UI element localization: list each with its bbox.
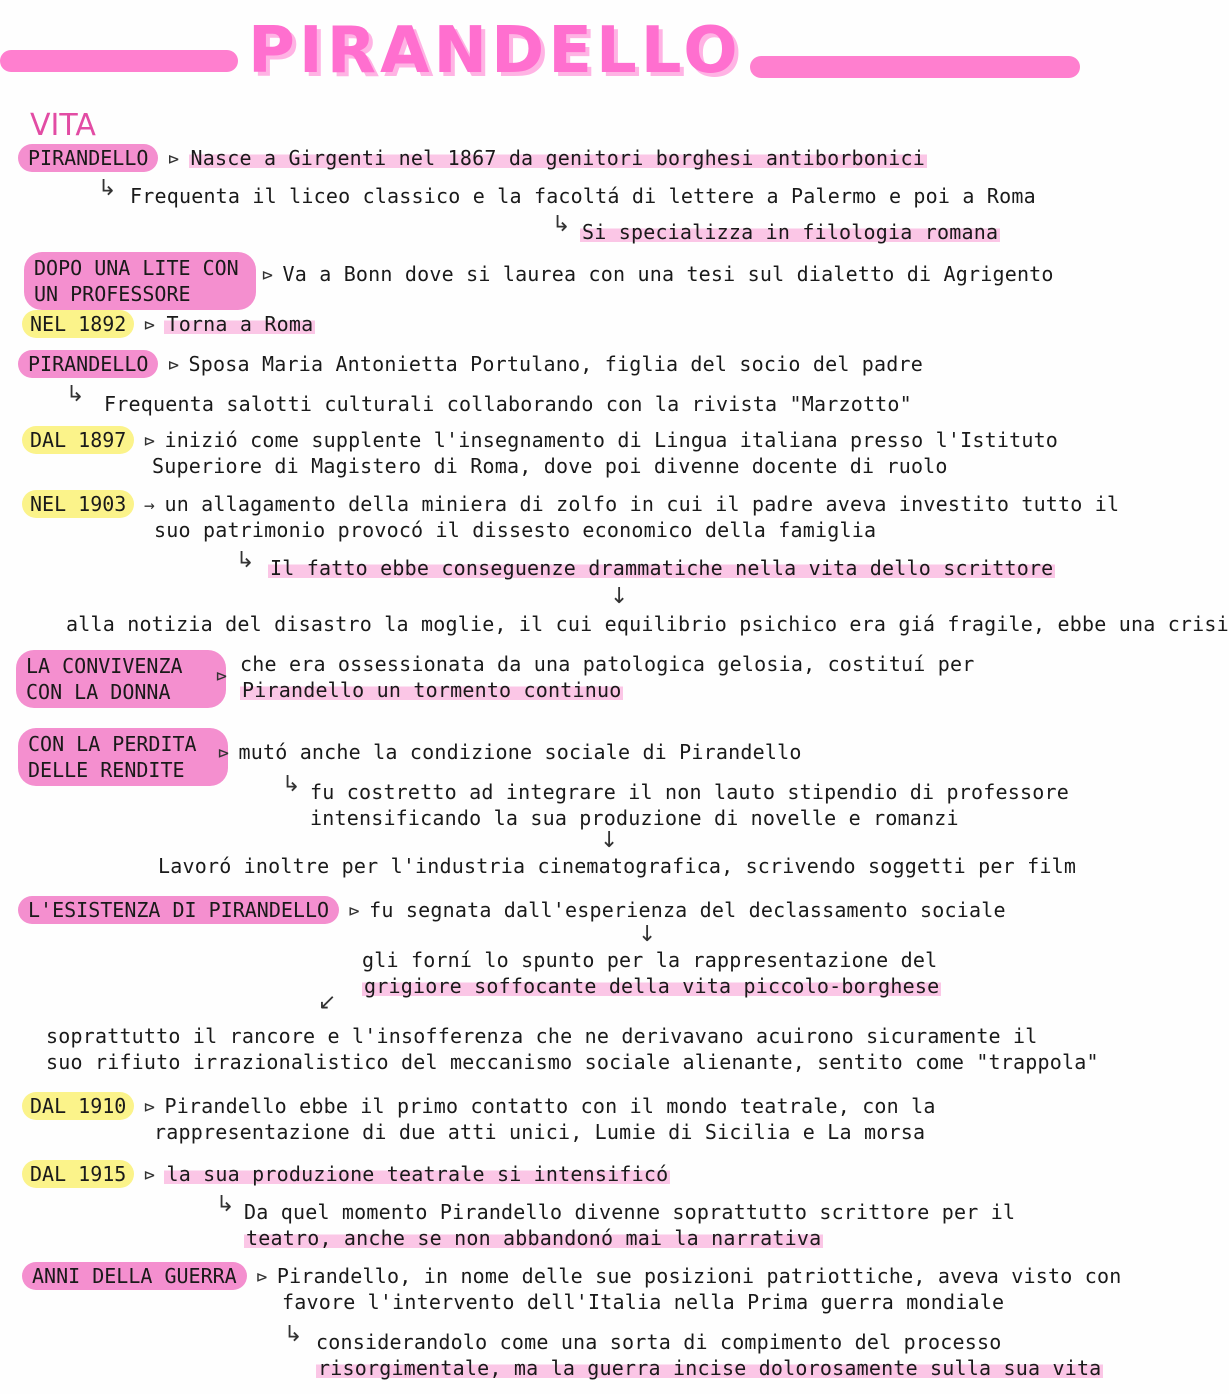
entry-text: un allagamento della miniera di zolfo in cui il padre aveva investito tutto il [164,492,1120,516]
entry-text: mutó anche la condizione sociale di Pirandello [238,740,802,764]
date-tag: DAL 1915 [22,1160,134,1188]
entry-1897 [22,428,1058,452]
entry-text: Torna a Roma [166,312,314,336]
date-tag: NEL 1892 [22,310,134,338]
entry-rendite [218,740,802,764]
entry-text: alla notizia del disastro la moglie, il cui equilibrio psichico era giá fragile, ebbe una crisi [66,612,1229,636]
down-arrow-icon: ↓ [638,922,657,947]
entry-text: Pirandello, in nome delle sue posizioni patriottiche, aveva visto con [276,1264,1122,1288]
entry-text: fu segnata dall'esperienza del declassamento sociale [369,898,1006,922]
arrow-icon: ⊳ [143,1165,155,1186]
entry-text: gli forní lo spunto per la rappresentazione del [362,948,938,972]
entry-text: rappresentazione di due atti unici, Lumie di Sicilia e La morsa [154,1120,926,1144]
entry-text: Frequenta il liceo classico e la facoltá di lettere a Palermo e poi a Roma [130,184,1036,208]
entry-text: risorgimentale, ma la guerra incise dolorosamente sulla sua vita [318,1356,1102,1380]
entry-text: Da quel momento Pirandello divenne soprattutto scrittore per il [244,1200,1016,1224]
hook-arrow-icon: ↳ [282,772,301,797]
down-arrow-icon: ↓ [610,584,629,609]
entry-text: suo patrimonio provocó il dissesto economico della famiglia [154,518,877,542]
topic-tag: PIRANDELLO [18,350,158,378]
entry-text: Pirandello un tormento continuo [242,678,622,702]
entry-text: fu costretto ad integrare il non lauto stipendio di professore [310,780,1069,804]
entry-text: Lavoró inoltre per l'industria cinematografica, scrivendo soggetti per film [158,854,1077,878]
date-tag: DAL 1910 [22,1092,134,1120]
entry-guerra [22,1264,1121,1288]
arrow-icon: ⊳ [143,431,155,452]
arrow-icon: ⊳ [262,265,273,286]
arrow-icon: → [143,495,155,516]
entry-text: che era ossessionata da una patologica gelosia, costituí per [240,652,975,676]
arrow-icon: ⊳ [143,1097,155,1118]
entry-text: suo rifiuto irrazionalistico del meccanismo sociale alienante, sentito come "trappola" [46,1050,1099,1074]
entry-text: Superiore di Magistero di Roma, dove poi divenne docente di ruolo [152,454,948,478]
hook-arrow-icon: ↳ [236,548,255,573]
topic-tag: CON LA PERDITA DELLE RENDITE [18,728,228,786]
entry-text: intensificando la sua produzione di novelle e romanzi [310,806,959,830]
topic-tag: LA CONVIVENZA CON LA DONNA [16,650,226,708]
arrow-icon: ⊳ [143,315,155,336]
arrow-icon: ⊳ [256,1267,268,1288]
entry-text: Pirandello ebbe il primo contatto con il mondo teatrale, con la [164,1094,936,1118]
topic-tag: DOPO UNA LITE CON UN PROFESSORE [24,252,256,310]
entry-text: considerandolo come una sorta di compimento del processo [316,1330,1002,1354]
header-bar-left [0,50,238,72]
hook-arrow-icon: ↳ [98,176,117,201]
entry-text: favore l'intervento dell'Italia nella Prima guerra mondiale [282,1290,1005,1314]
arrow-icon: ⊳ [168,355,179,376]
entry-text: inizió come supplente l'insegnamento di Lingua italiana presso l'Istituto [164,428,1059,452]
entry-text: Il fatto ebbe conseguenze drammatiche nella vita dello scrittore [270,556,1054,580]
section-title: VITA [30,108,96,143]
entry-esistenza [18,898,1006,922]
entry-text: Frequenta salotti culturali collaborando con la rivista "Marzotto" [104,392,912,416]
topic-tag: ANNI DELLA GUERRA [22,1262,247,1290]
entry-text: Si specializza in filologia romana [582,220,999,244]
entry-1910 [22,1094,936,1118]
entry-bonn [262,262,1054,286]
entry-1892 [22,312,315,336]
entry-text: Va a Bonn dove si laurea con una tesi sul dialetto di Agrigento [282,262,1054,286]
arrow-icon: ⊳ [348,901,360,922]
entry-marriage [18,352,923,376]
entry-birth [18,146,927,170]
entry-1915 [22,1162,670,1186]
topic-tag: PIRANDELLO [18,144,158,172]
hook-arrow-icon: ↳ [66,382,85,407]
arrow-icon: ⊳ [168,149,179,170]
entry-text: Sposa Maria Antonietta Portulano, figlia del socio del padre [188,352,924,376]
topic-tag: L'ESISTENZA DI PIRANDELLO [18,896,339,924]
entry-text: teatro, anche se non abbandonó mai la narrativa [246,1226,822,1250]
date-tag: DAL 1897 [22,426,134,454]
page-title: PIRANDELLO [248,14,742,88]
entry-text: Nasce a Girgenti nel 1867 da genitori borghesi antiborbonici [190,146,926,170]
date-tag: NEL 1903 [22,490,134,518]
entry-text: soprattutto il rancore e l'insofferenza che ne derivavano acuirono sicuramente il [46,1024,1038,1048]
hook-arrow-icon: ↳ [284,1322,303,1347]
entry-1903 [22,492,1119,516]
entry-text: grigiore soffocante della vita piccolo-borghese [364,974,940,998]
hook-arrow-icon: ↳ [552,212,571,237]
arrow-icon: ⊳ [218,743,229,764]
header-bar-right [750,56,1080,78]
arrow-icon: ⊳ [216,666,227,687]
hook-arrow-icon: ↳ [216,1192,235,1217]
curved-down-arrow-icon: ↙ [318,990,337,1015]
entry-text: la sua produzione teatrale si intensificó [166,1162,669,1186]
down-arrow-icon: ↓ [600,828,619,853]
